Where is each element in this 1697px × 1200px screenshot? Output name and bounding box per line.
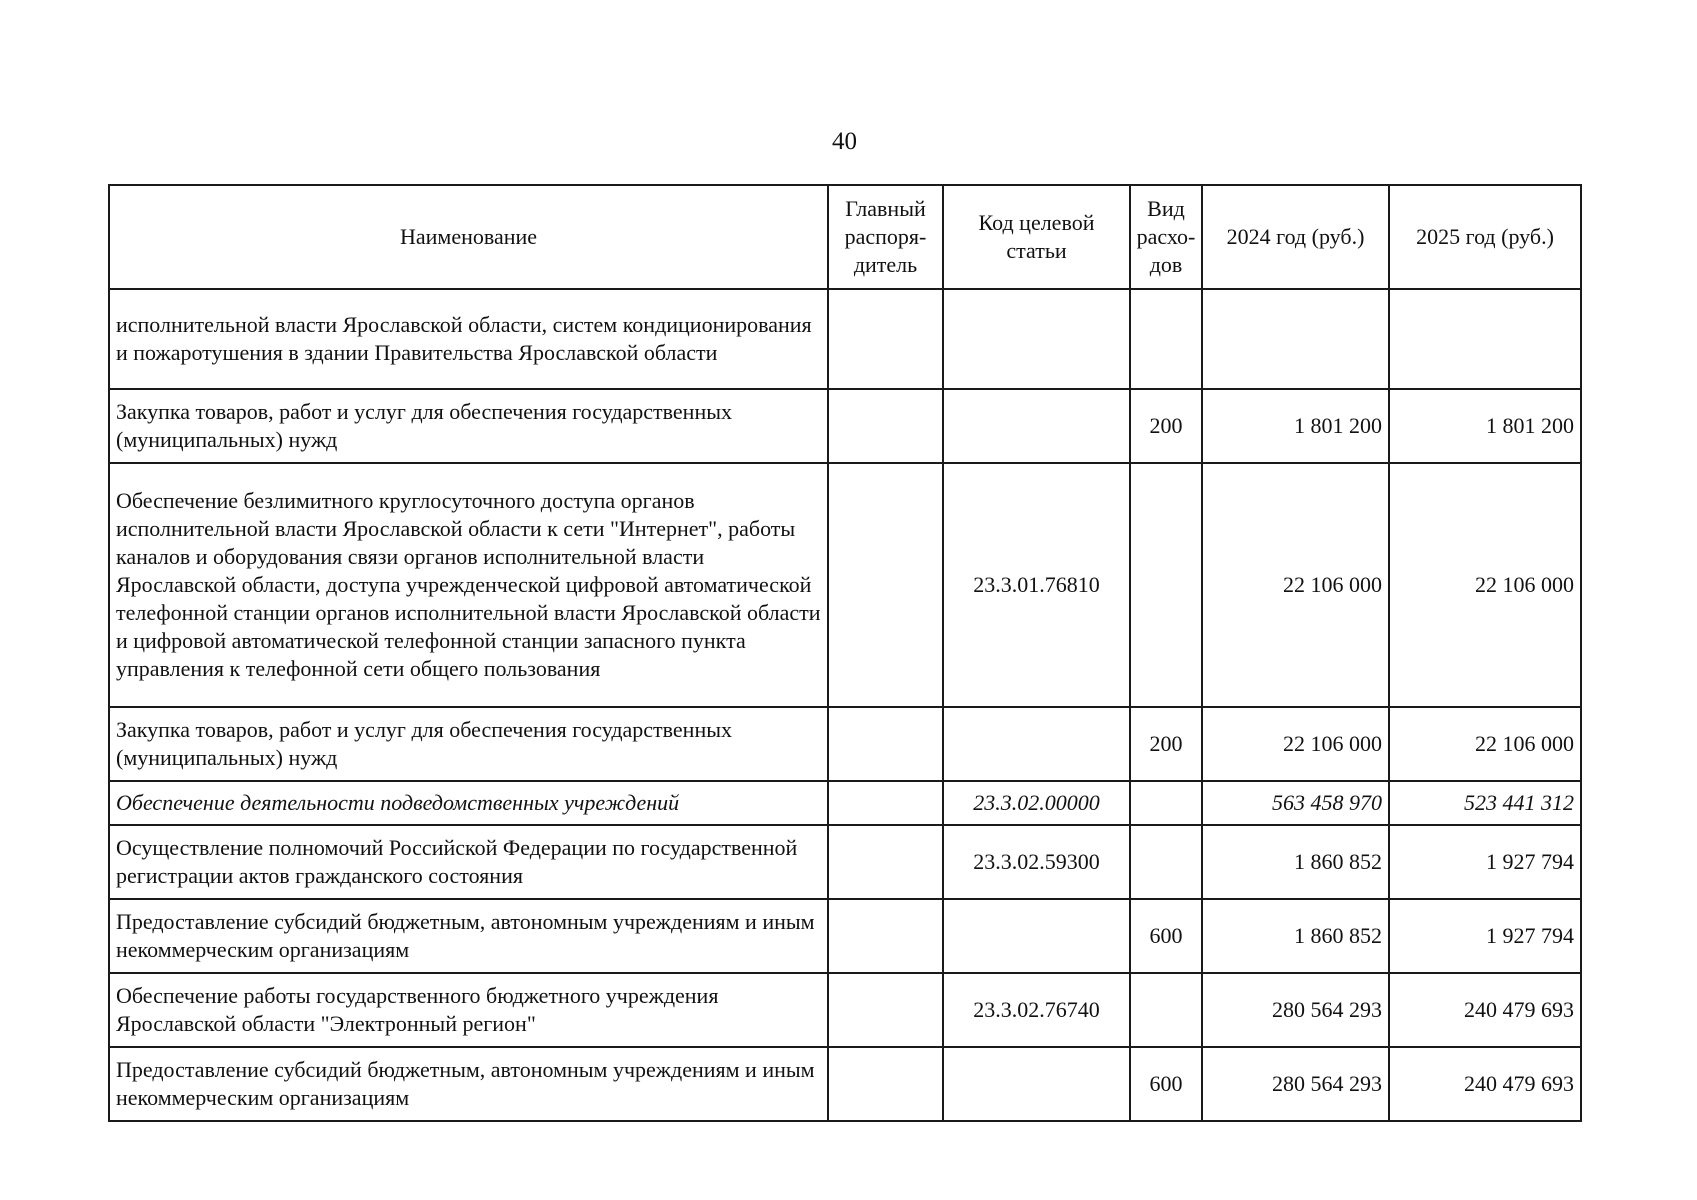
row-manager (828, 289, 943, 389)
table-row (109, 1047, 1581, 1121)
row-year-2024: 280 564 293 (1202, 973, 1389, 1047)
row-code (943, 707, 1130, 781)
header-year-2025: 2025 год (руб.) (1389, 185, 1581, 289)
row-year-2024: 1 801 200 (1202, 389, 1389, 463)
row-name: исполнительной власти Ярославской области, систем кондиционирования и пожаротушения в здании Правительства Ярославской области (109, 289, 828, 389)
row-year-2024: 22 106 000 (1202, 463, 1389, 707)
row-year-2024: 563 458 970 (1202, 781, 1389, 825)
row-manager (828, 973, 943, 1047)
header-name: Наименование (109, 185, 828, 289)
row-name: Предоставление субсидий бюджетным, автономным учреждениям и иным некоммерческим организациям (109, 899, 828, 973)
table-row (109, 899, 1581, 973)
row-year-2025: 22 106 000 (1389, 463, 1581, 707)
row-expense-type (1130, 289, 1202, 389)
row-year-2025: 22 106 000 (1389, 707, 1581, 781)
table-row (109, 289, 1581, 389)
row-year-2024: 22 106 000 (1202, 707, 1389, 781)
header-manager: Главный распоря-дитель (828, 185, 943, 289)
table-row-subtotal (109, 781, 1581, 825)
table-row (109, 389, 1581, 463)
row-code: 23.3.02.59300 (943, 825, 1130, 899)
row-name: Предоставление субсидий бюджетным, автономным учреждениям и иным некоммерческим организациям (109, 1047, 828, 1121)
row-name: Осуществление полномочий Российской Федерации по государственной регистрации актов гражданского состояния (109, 825, 828, 899)
table-row (109, 825, 1581, 899)
row-year-2024: 1 860 852 (1202, 825, 1389, 899)
row-manager (828, 389, 943, 463)
row-manager (828, 781, 943, 825)
row-manager (828, 899, 943, 973)
row-manager (828, 463, 943, 707)
row-expense-type: 600 (1130, 899, 1202, 973)
row-manager (828, 825, 943, 899)
header-expense-type: Вид расхо-дов (1130, 185, 1202, 289)
row-code: 23.3.01.76810 (943, 463, 1130, 707)
row-code (943, 389, 1130, 463)
row-name: Закупка товаров, работ и услуг для обеспечения государственных (муниципальных) нужд (109, 389, 828, 463)
row-code (943, 899, 1130, 973)
row-code: 23.3.02.76740 (943, 973, 1130, 1047)
row-code: 23.3.02.00000 (943, 781, 1130, 825)
header-code: Код целевой статьи (943, 185, 1130, 289)
row-name: Закупка товаров, работ и услуг для обеспечения государственных (муниципальных) нужд (109, 707, 828, 781)
row-expense-type: 200 (1130, 707, 1202, 781)
row-expense-type (1130, 973, 1202, 1047)
header-year-2024: 2024 год (руб.) (1202, 185, 1389, 289)
row-code (943, 289, 1130, 389)
row-code (943, 1047, 1130, 1121)
row-year-2025: 1 927 794 (1389, 825, 1581, 899)
row-expense-type (1130, 463, 1202, 707)
row-manager (828, 1047, 943, 1121)
row-expense-type (1130, 781, 1202, 825)
row-year-2024: 1 860 852 (1202, 899, 1389, 973)
row-year-2025: 523 441 312 (1389, 781, 1581, 825)
table-row (109, 463, 1581, 707)
row-year-2024 (1202, 289, 1389, 389)
page-number: 40 (832, 128, 857, 155)
row-expense-type: 200 (1130, 389, 1202, 463)
row-manager (828, 707, 943, 781)
row-name: Обеспечение работы государственного бюджетного учреждения Ярославской области "Электронный регион" (109, 973, 828, 1047)
row-year-2025 (1389, 289, 1581, 389)
row-name: Обеспечение деятельности подведомственных учреждений (109, 781, 828, 825)
table-header-row (109, 185, 1581, 289)
row-year-2025: 240 479 693 (1389, 973, 1581, 1047)
table-row (109, 707, 1581, 781)
row-year-2025: 1 927 794 (1389, 899, 1581, 973)
row-expense-type: 600 (1130, 1047, 1202, 1121)
row-year-2025: 240 479 693 (1389, 1047, 1581, 1121)
row-expense-type (1130, 825, 1202, 899)
row-year-2024: 280 564 293 (1202, 1047, 1389, 1121)
row-name: Обеспечение безлимитного круглосуточного доступа органов исполнительной власти Ярославской области к сети "Интернет", работы каналов и оборудования связи органов исполнительной власти Ярославской области, доступа учрежденческой цифровой автоматической телефонной станции органов исполнительной власти Ярославской области и цифровой автоматической телефонной станции запасного пункта управления к телефонной сети общего пользования (109, 463, 828, 707)
row-year-2025: 1 801 200 (1389, 389, 1581, 463)
table-row (109, 973, 1581, 1047)
budget-table (108, 184, 1582, 1122)
